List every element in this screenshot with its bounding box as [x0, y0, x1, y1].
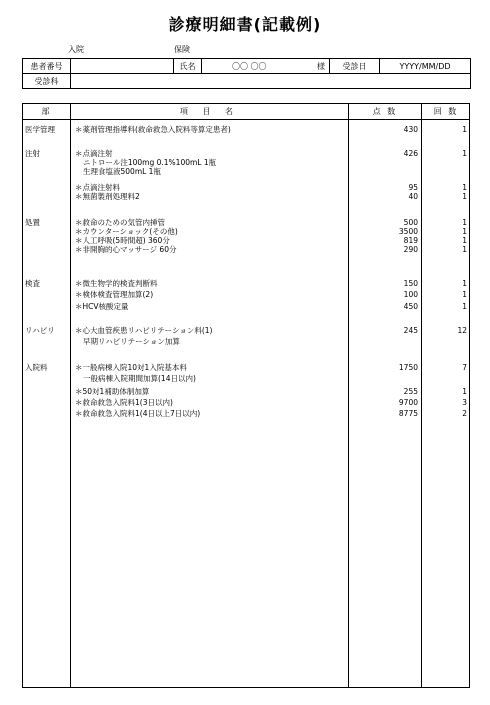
row-count: 1 [462, 183, 467, 192]
section-name: 処置 [25, 218, 40, 227]
row-points: 1750 [398, 363, 418, 372]
row-count: 2 [462, 409, 467, 418]
name-field[interactable] [202, 59, 330, 74]
page-title: 診療明細書(記載例) [168, 15, 322, 34]
col-header-item: 項 目 名 [179, 107, 240, 116]
row-item: 早期リハビリテーション加算 [83, 337, 180, 346]
row-item: ＊50対1補助体制加算 [75, 387, 150, 396]
header-row-department [22, 73, 471, 89]
row-item: ＊心大血管疾患リハビリテーション料(1) [75, 326, 213, 335]
visit-date-label: 受診日 [330, 59, 380, 74]
row-count: 1 [462, 236, 467, 245]
row-points: 290 [403, 245, 418, 254]
row-count: 1 [462, 302, 467, 311]
row-item: ＊カウンターショック(その他) [75, 227, 178, 236]
row-points: 819 [403, 236, 418, 245]
row-item: ＊救命救急入院料1(4日以上7日以内) [75, 409, 201, 418]
row-points: 9700 [398, 398, 418, 407]
row-item: 一般病棟入院期間加算(14日以内) [83, 374, 196, 383]
section-name: 医学管理 [25, 125, 55, 134]
row-count: 1 [462, 387, 467, 396]
section-name: 検査 [25, 279, 40, 288]
row-count: 1 [462, 245, 467, 254]
insurance-label: 保険 [174, 45, 190, 54]
row-points: 8775 [398, 409, 418, 418]
row-points: 3500 [398, 227, 418, 236]
row-item: ＊点滴注射料 [75, 183, 120, 192]
name-label: 氏名 [174, 59, 202, 74]
section-name: 注射 [25, 149, 40, 158]
row-item: 生理食塩液500mL 1瓶 [83, 167, 161, 176]
row-item: ＊非開胸的心マッサージ 60分 [75, 245, 177, 254]
row-count: 3 [462, 398, 467, 407]
row-points: 100 [403, 290, 418, 299]
header-row-patient [22, 58, 471, 74]
row-item: ＊HCV核酸定量 [75, 302, 129, 311]
row-points: 95 [408, 183, 418, 192]
col-header-count: 回 数 [433, 107, 459, 116]
row-count: 1 [462, 192, 467, 201]
row-count: 1 [462, 279, 467, 288]
inpatient-label: 入院 [68, 45, 84, 54]
row-item: ＊人工呼吸(5時間超) 360分 [75, 236, 170, 245]
row-item: ＊救命のための気管内挿管 [75, 218, 165, 227]
department-field[interactable] [71, 74, 471, 88]
row-count: 1 [462, 227, 467, 236]
patient-number-label: 患者番号 [23, 59, 71, 74]
row-item: ＊薬剤管理指導料(救命救急入院料等算定患者) [75, 125, 231, 134]
row-item: ＊無菌製剤処理料2 [75, 192, 140, 201]
row-points: 245 [403, 326, 418, 335]
row-points: 430 [403, 125, 418, 134]
row-item: ニトロール注100mg 0.1%100mL 1瓶 [83, 158, 217, 167]
row-item: ＊救命救急入院料1(3日以内) [75, 398, 173, 407]
row-points: 255 [403, 387, 418, 396]
honorific: 様 [317, 62, 325, 71]
row-count: 7 [462, 363, 467, 372]
department-label: 受診科 [23, 74, 71, 88]
row-points: 500 [403, 218, 418, 227]
row-item: ＊微生物学的検査判断料 [75, 279, 158, 288]
row-count: 1 [462, 125, 467, 134]
row-item: ＊点滴注射 [75, 149, 113, 158]
row-count: 12 [457, 326, 467, 335]
row-count: 1 [462, 149, 467, 158]
row-item: ＊検体検査管理加算(2) [75, 290, 154, 299]
visit-date-field[interactable]: YYYY/MM/DD [380, 59, 471, 74]
section-name: リハビリ [25, 326, 55, 335]
section-name: 入院料 [25, 363, 48, 372]
row-points: 426 [403, 149, 418, 158]
row-points: 40 [408, 192, 418, 201]
col-header-points: 点 数 [372, 107, 398, 116]
row-count: 1 [462, 290, 467, 299]
row-count: 1 [462, 218, 467, 227]
row-points: 450 [403, 302, 418, 311]
name-value: 〇〇 〇〇 [232, 62, 267, 71]
row-points: 150 [403, 279, 418, 288]
detail-table [22, 103, 470, 688]
col-header-section: 部 [41, 107, 52, 116]
row-item: ＊一般病棟入院10対1入院基本料 [75, 363, 187, 372]
patient-number-field[interactable] [71, 59, 174, 74]
